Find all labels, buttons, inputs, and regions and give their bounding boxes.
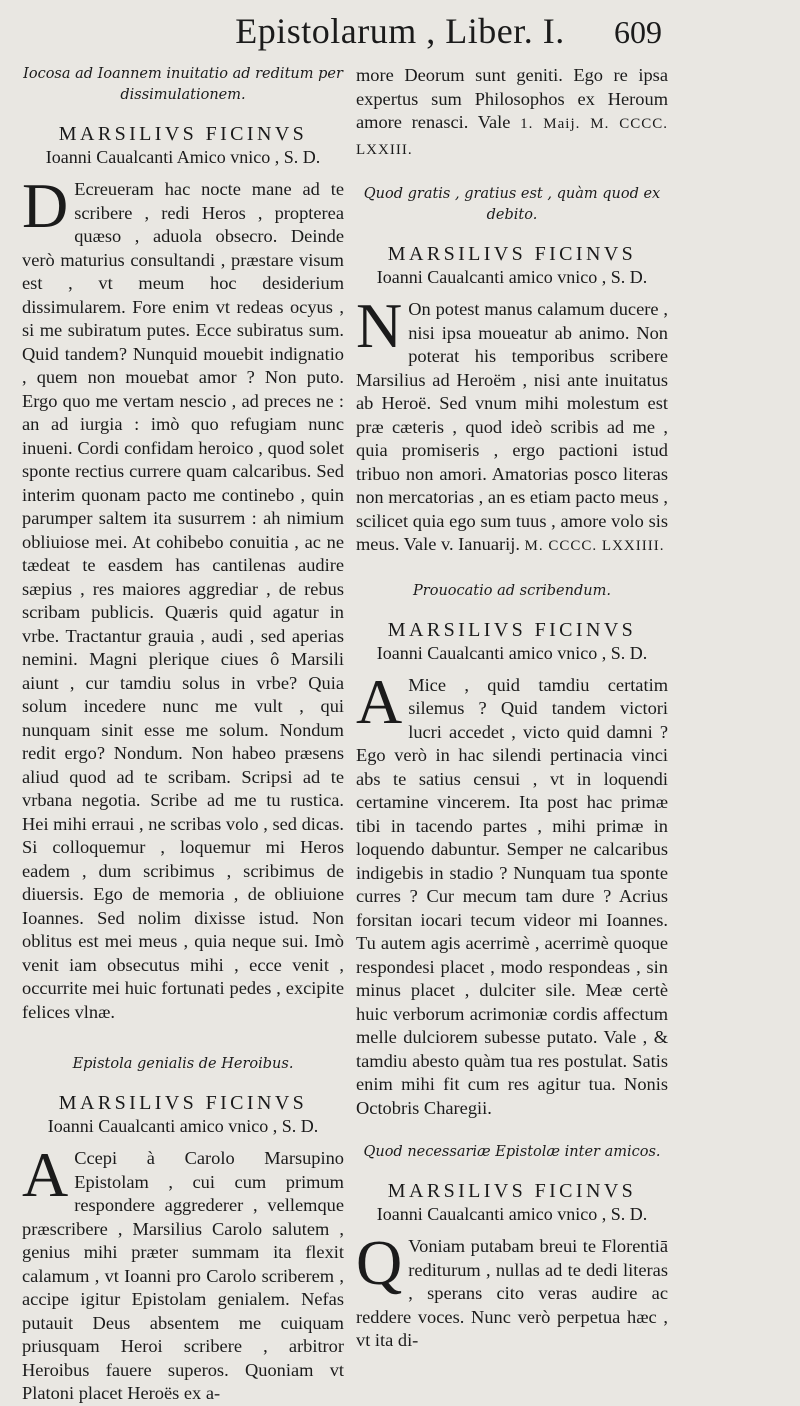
- letter-author: MARSILIVS FICINVS: [387, 618, 637, 641]
- letter-rubric: Quod gratis , gratius est , quàm quod ex debito.: [363, 186, 661, 223]
- letter-date: M. CCCC. LXXIIII.: [524, 538, 665, 554]
- letter-rubric: Quod necessariæ Epistolæ inter amicos.: [363, 1144, 661, 1160]
- drop-cap: A: [356, 665, 403, 737]
- letter-text: On potest manus calamum ducere , nisi ipsa moueatur ab animo. Non poterat his temporibus scribere Marsilius ad Heroëm , nisi ante inuitatus ab Heroë. Sed vnum mihi molestum est præ cæteris , quod ideò scribis ad me , quia promiseris , ergo pactioni istud tribuo non amori. Amatorias posco literas non mercatorias , an es etiam pacto meus , scilicet quia ego sum tuus , amore volo sis meus. Vale v. Ianuarij.: [356, 299, 668, 554]
- letter-rubric: Prouocatio ad scribendum.: [413, 582, 611, 599]
- letter-author: MARSILIVS FICINVS: [58, 123, 308, 145]
- letter-author: MARSILIVS FICINVS: [387, 1180, 637, 1202]
- letter-addressee: Ioanni Caualcanti amico vnico , S. D.: [47, 1116, 319, 1136]
- letter-genial-continued: [356, 64, 668, 162]
- letter-gratis: [356, 184, 668, 559]
- letter-addressee: Ioanni Caualcanti amico vnico , S. D.: [376, 1204, 648, 1224]
- letter-body: [356, 64, 668, 162]
- letter-necessary: [356, 1142, 668, 1353]
- letter-text: Voniam putabam breui te Florentiā rediturum , nullas ad te dedi literas , sperans cito veras audire ac reddere voces. Nunc verò perpetua hæc , vt ita di-: [356, 1236, 668, 1350]
- letter-addressee: Ioanni Caualcanti amico vnico , S. D.: [376, 267, 648, 287]
- page-header: [0, 0, 800, 62]
- letter-genial: [22, 1054, 344, 1406]
- letter-body: [356, 290, 668, 559]
- letter-body: [356, 1227, 668, 1353]
- letter-body: [356, 665, 668, 1121]
- letter-text: Mice , quid tamdiu certatim silemus ? Quid tandem victori lucri accedet , victo quid damni ? Ego verò in hac silendi pertinacia vinci abs te satius censui , vt in loquendi certamine vincerem. Ita post hac primæ tibi in tacendo partes , mihi primæ in loquendo dabuntur. Semper ne calcaribus indigebis in stadio ? Nunquam tua sponte curres ? Cur mecum tam dure ? Acrius forsitan iocari tecum videor mi Ioannes. Tu autem agis acerrimè , acerrimè quoque respondesi placet , modo respondeas , sin minus placet , dulciter sile. Meæ certè huic verborum acrimoniæ cordis affectum melle dulciorem subesse putato. Vale , & tamdiu abesto quàm tua res postulat. Satis enim mihi fit cum res agitur tua. Nonis Octobris Charegii.: [356, 674, 668, 1118]
- letter-provocation: [356, 581, 668, 1121]
- left-column: [22, 64, 344, 1406]
- page-number: 609: [614, 14, 662, 50]
- right-column: [356, 64, 668, 1353]
- letter-body: [22, 1139, 344, 1406]
- drop-cap: A: [22, 1139, 69, 1210]
- letter-body: [22, 170, 344, 1024]
- letter-text: Ccepi à Carolo Marsupino Epistolam , cui cum primum respondere aggrederer , vellemque præscribere , Marsilius Carolo salutem , genius mihi præter summam ita flexit calamum , vt Ioanni pro Carolo scriberem , accipe igitur Epistolam genialem. Nefas putauit Deus absentem me cuiquam priusquam Heroi scribere , arbitror Heroibus fauere superos. Quoniam vt Platoni placet Heroës ex a-: [22, 1148, 344, 1403]
- letter-author: MARSILIVS FICINVS: [58, 1092, 308, 1114]
- letter-author: MARSILIVS FICINVS: [387, 243, 637, 265]
- letter-text: more Deorum sunt geniti. Ego re ipsa expertus sum Philosophos ex Heroum amore renasci. Vale: [356, 65, 668, 132]
- letter-addressee: Ioanni Caualcanti amico vnico , S. D.: [376, 642, 648, 663]
- letter-rubric: Epistola genialis de Heroibus.: [72, 1056, 294, 1072]
- drop-cap: N: [356, 290, 403, 361]
- letter-jocose-invitation: [22, 64, 344, 1024]
- running-head: Epistolarum , Liber. I.: [235, 11, 565, 51]
- drop-cap: D: [22, 170, 69, 241]
- letter-text: Ecreueram hac nocte mane ad te scribere , redi Heros , propterea quæso , aduola obsecro. Deinde verò maturius consultandi , præstare visum est , vt meum hoc desiderium dissimularem. Fore enim vt redeas ocyus , si me subiratum putes. Ecce subiratus sum. Quid tandem? Nunquid mouebit indignatio , quem non mouebat amor ? Non puto. Ergo quo me vertam nescio , ad preces ne : an ad iurgia : imò quo refugiam nunc inueni. Cordi confidam heroico , quod solet sponte rectius currere quam calcaribus. Sed interim quonam pacto me continebo , quin parumper saltem ita susurrem : ah nimium obliuiose mei. At cohibebo conuitia , ac ne tædeat te easdem has cantilenas audire sæpius , res maiores aggrediar , de rebus scribam publicis. Quæris quid agatur in vrbe. Tractantur grauia , audi , sed aperias nemini. Magni plerique ciues ô Marsili aiunt , cur tamdiu solus in vrbe? Quia solum incedere nunc me vult , qui nunquam sinit esse me solum. Nondum redit ergo? Nondum. Non habeo præsens aliud quod ad te scribam. Scripsi ad te vrbana negotia. Scribe ad me tu rustica. Hei mihi erraui , ne scribas volo , sed dicas. Si colloquemur , loquemur mi Heros eadem , dum scribimus , scribimus de diuersis. Ego de memoria , de obliuione Ioannes. Sed nolim dixisse istud. Non oblitus est mei meus , quia neque sui. Imò venit iam obsecutus mihi , ecce venit , occurrite mei huic fortunati pedes , excipite felices vlnæ.: [22, 179, 344, 1022]
- drop-cap: Q: [356, 1227, 403, 1298]
- letter-date: 1. Maij. M. CCCC. LXXIII.: [356, 116, 668, 158]
- letter-addressee: Ioanni Caualcanti Amico vnico , S. D.: [45, 147, 321, 167]
- letter-rubric: Iocosa ad Ioannem inuitatio ad reditum per dissimulationem.: [23, 66, 343, 103]
